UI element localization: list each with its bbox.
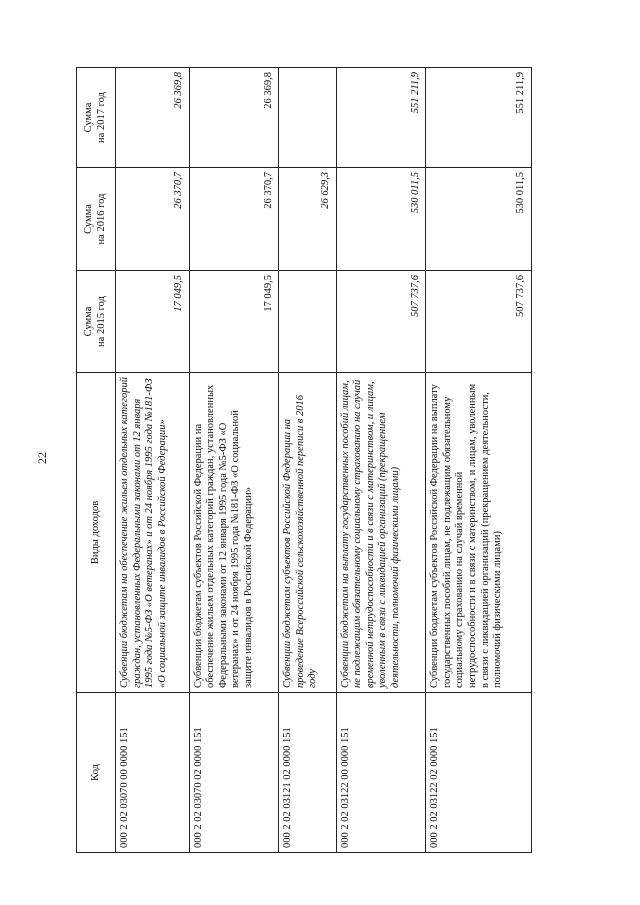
code-cell: 000 2 02 03122 02 0000 151 (426, 693, 532, 853)
page-number: 22 (35, 452, 49, 464)
sum-2016-cell: 26 629,3 (279, 168, 336, 271)
sum-2015-cell: 17 049,5 (116, 271, 190, 373)
sum-2017-cell: 551 211,9 (426, 68, 532, 168)
description-cell: Субвенции бюджетам на обеспечение жильем отдельных категорий граждан, установленных Федеральными законами от 12 января 1995 года №5-ФЗ «О ветеранах» и от 24 ноября 1995 года №181-ФЗ «О социальной защите инвалидов в Российской Федерации» (116, 373, 190, 693)
sum-2015-cell (279, 271, 336, 373)
table-row (116, 68, 190, 853)
sum-2015-cell: 507 737,6 (426, 271, 532, 373)
code-cell: 000 2 02 03122 00 0000 151 (336, 693, 426, 853)
sum-2017-cell (279, 68, 336, 168)
revenue-table (76, 67, 532, 853)
sum-2015-cell: 507 737,6 (336, 271, 426, 373)
table-row (279, 68, 336, 853)
sum-2016-cell: 530 011,5 (426, 168, 532, 271)
sum-2016-cell: 26 370,7 (116, 168, 190, 271)
table-row (189, 68, 279, 853)
header-sum-2015: Сумма на 2015 год (77, 271, 116, 373)
sum-2017-cell: 26 369,8 (189, 68, 279, 168)
sum-2015-cell: 17 049,5 (189, 271, 279, 373)
sum-2016-cell: 26 370,7 (189, 168, 279, 271)
description-cell: Субвенции бюджетам субъектов Российской Федерации на выплату государственных пособий лицам, не подлежащим обязательному социальному страхованию на случай временной нетрудоспособности и в связи с материнством, и лицам, уволенным в связи с ликвидацией организаций (прекращением деятельности, полномочий физическими лицами) (426, 373, 532, 693)
description-cell: Субвенции бюджетам на выплату государственных пособий лицам, не подлежащим обязательному социальному страхованию на случай временной нетрудоспособности и в связи с материнством, и лицам, уволенным в связи с ликвидацией организаций (прекращением деятельности, полномочий физическими лицами) (336, 373, 426, 693)
table-row (336, 68, 426, 853)
sum-2017-cell: 551 211,9 (336, 68, 426, 168)
code-cell: 000 2 02 03070 02 0000 151 (189, 693, 279, 853)
description-cell: Субвенции бюджетам субъектов Российской Федерации на проведение Всероссийской сельскохозяйственной переписи в 2016 году (279, 373, 336, 693)
code-cell: 000 2 02 03070 00 0000 151 (116, 693, 190, 853)
header-sum-2016: Сумма на 2016 год (77, 168, 116, 271)
table-header-row (77, 68, 116, 853)
header-revenue-type: Виды доходов (77, 373, 116, 693)
header-sum-2017: Сумма на 2017 год (77, 68, 116, 168)
sum-2016-cell: 530 011,5 (336, 168, 426, 271)
sum-2017-cell: 26 369,8 (116, 68, 190, 168)
description-cell: Субвенции бюджетам субъектов Российской Федерации на обеспечение жильем отдельных категорий граждан, установленных Федеральными законами от 12 января 1995 года №5-ФЗ «О ветеранах» и от 24 ноября 1995 года №181-ФЗ «О социальной защите инвалидов в Российской Федерации» (189, 373, 279, 693)
header-code: Код (77, 693, 116, 853)
code-cell: 000 2 02 03121 02 0000 151 (279, 693, 336, 853)
table-row (426, 68, 532, 853)
revenue-table-container (76, 68, 532, 853)
